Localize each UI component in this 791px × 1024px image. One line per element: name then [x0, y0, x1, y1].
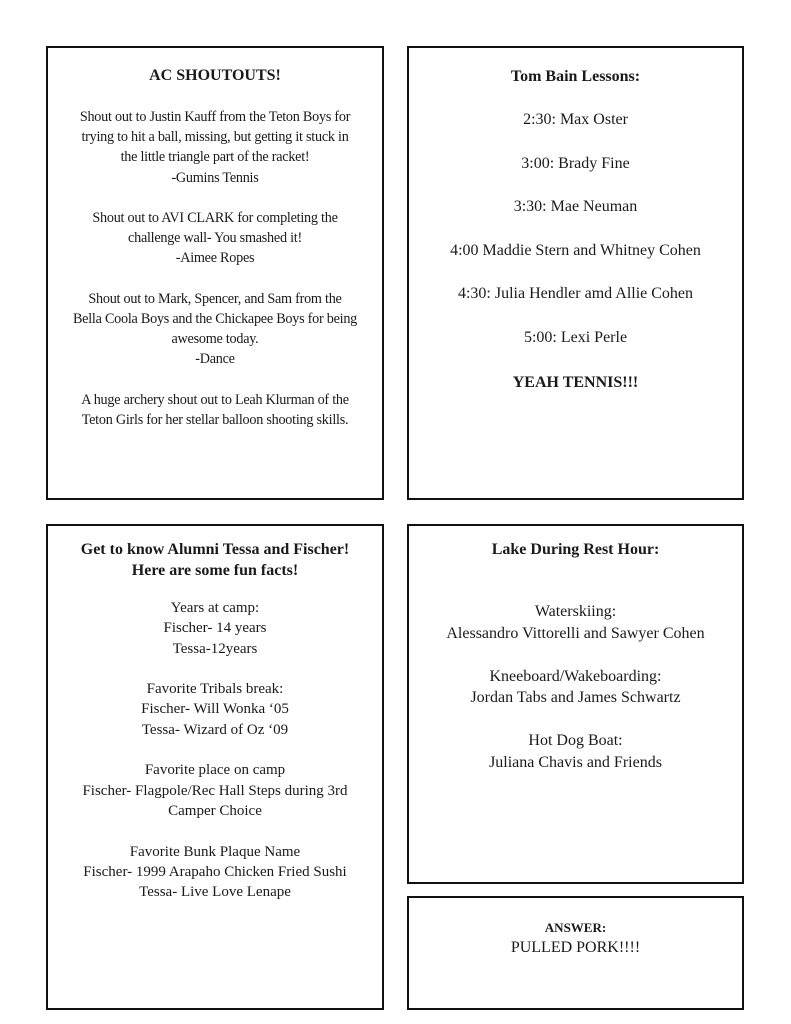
lesson-item: 2:30: Max Oster — [523, 111, 628, 128]
lesson-item: 4:00 Maddie Stern and Whitney Cohen — [450, 241, 701, 259]
shoutout-line: awesome today. — [171, 331, 259, 348]
alumni-line: Fischer- 1999 Arapaho Chicken Fried Sushi — [83, 863, 347, 880]
answer-label: ANSWER: — [544, 920, 607, 935]
shoutout-line: challenge wall- You smashed it! — [128, 230, 302, 247]
lesson-item: 3:30: Mae Neuman — [513, 198, 638, 215]
alumni-spacer — [48, 821, 382, 841]
lessons-closing: YEAH TENNIS!!! — [512, 374, 639, 391]
lake-title: Lake During Rest Hour: — [491, 541, 660, 558]
shoutout-line: -Gumins Tennis — [171, 169, 259, 186]
lesson-item: 4:30: Julia Hendler amd Allie Cohen — [457, 285, 694, 302]
shoutout-line: Shout out to AVI CLARK for completing the — [92, 210, 338, 227]
answer-value: PULLED PORK!!!! — [510, 939, 641, 956]
alumni-line: Fischer- 14 years — [163, 620, 267, 637]
alumni-spacer — [48, 740, 382, 760]
shoutout-line: Teton Girls for her stellar balloon shooting skills. — [81, 412, 349, 429]
answer-box — [407, 896, 744, 1010]
alumni-line: Tessa- Wizard of Oz ‘09 — [141, 721, 289, 738]
lake-activities — [409, 601, 742, 773]
alumni-line: Favorite Tribals break: — [146, 681, 284, 698]
lake-line: Waterskiing: — [534, 603, 617, 620]
shoutout-spacer — [48, 269, 382, 289]
shoutouts-title: AC SHOUTOUTS! — [149, 67, 281, 84]
alumni-box — [46, 524, 384, 1010]
lessons-box — [407, 46, 744, 500]
shoutout-line: Bella Coola Boys and the Chickapee Boys for being — [72, 311, 358, 328]
lake-line: Jordan Tabs and James Schwartz — [470, 689, 681, 706]
alumni-line: Favorite Bunk Plaque Name — [129, 843, 301, 860]
lessons-title: Tom Bain Lessons: — [510, 68, 641, 85]
lake-line: Hot Dog Boat: — [528, 732, 623, 749]
lake-box — [407, 524, 744, 884]
alumni-title-line: Here are some fun facts! — [131, 562, 299, 579]
lake-spacer — [409, 644, 742, 666]
alumni-title — [48, 539, 382, 581]
alumni-spacer — [48, 659, 382, 679]
alumni-facts — [48, 598, 382, 902]
shoutout-spacer — [48, 188, 382, 208]
shoutout-spacer — [48, 370, 382, 390]
shoutout-line: -Aimee Ropes — [175, 250, 255, 267]
alumni-line: Years at camp: — [170, 600, 260, 616]
shoutout-line: Shout out to Mark, Spencer, and Sam from the — [88, 290, 342, 307]
lake-line: Alessandro Vittorelli and Sawyer Cohen — [446, 624, 705, 642]
shoutout-line: Shout out to Justin Kauff from the Teton Boys for — [79, 109, 351, 125]
shoutouts-text — [48, 107, 382, 430]
alumni-line: Fischer- Will Wonka ‘05 — [141, 701, 289, 718]
lessons-list — [409, 110, 742, 371]
alumni-line: Favorite place on camp — [144, 762, 286, 779]
lake-spacer — [409, 709, 742, 731]
alumni-line: Tessa-12years — [172, 640, 258, 657]
lesson-item: 3:00: Brady Fine — [521, 154, 630, 172]
shoutout-line: trying to hit a ball, missing, but getting it stuck in — [81, 129, 349, 146]
shoutouts-box — [46, 46, 384, 500]
lesson-item: 5:00: Lexi Perle — [523, 328, 628, 346]
shoutout-line: A huge archery shout out to Leah Klurman of the — [81, 391, 349, 408]
alumni-line: Tessa- Live Love Lenape — [139, 884, 291, 901]
lake-line: Kneeboard/Wakeboarding: — [489, 667, 662, 685]
alumni-title-line: Get to know Alumni Tessa and Fischer! — [80, 541, 350, 558]
shoutout-line: -Dance — [195, 351, 235, 368]
alumni-line: Fischer- Flagpole/Rec Hall Steps during 3rd — [82, 782, 348, 799]
shoutout-line: the little triangle part of the racket! — [120, 149, 310, 166]
alumni-line: Camper Choice — [168, 802, 262, 819]
lake-line: Juliana Chavis and Friends — [489, 753, 662, 771]
